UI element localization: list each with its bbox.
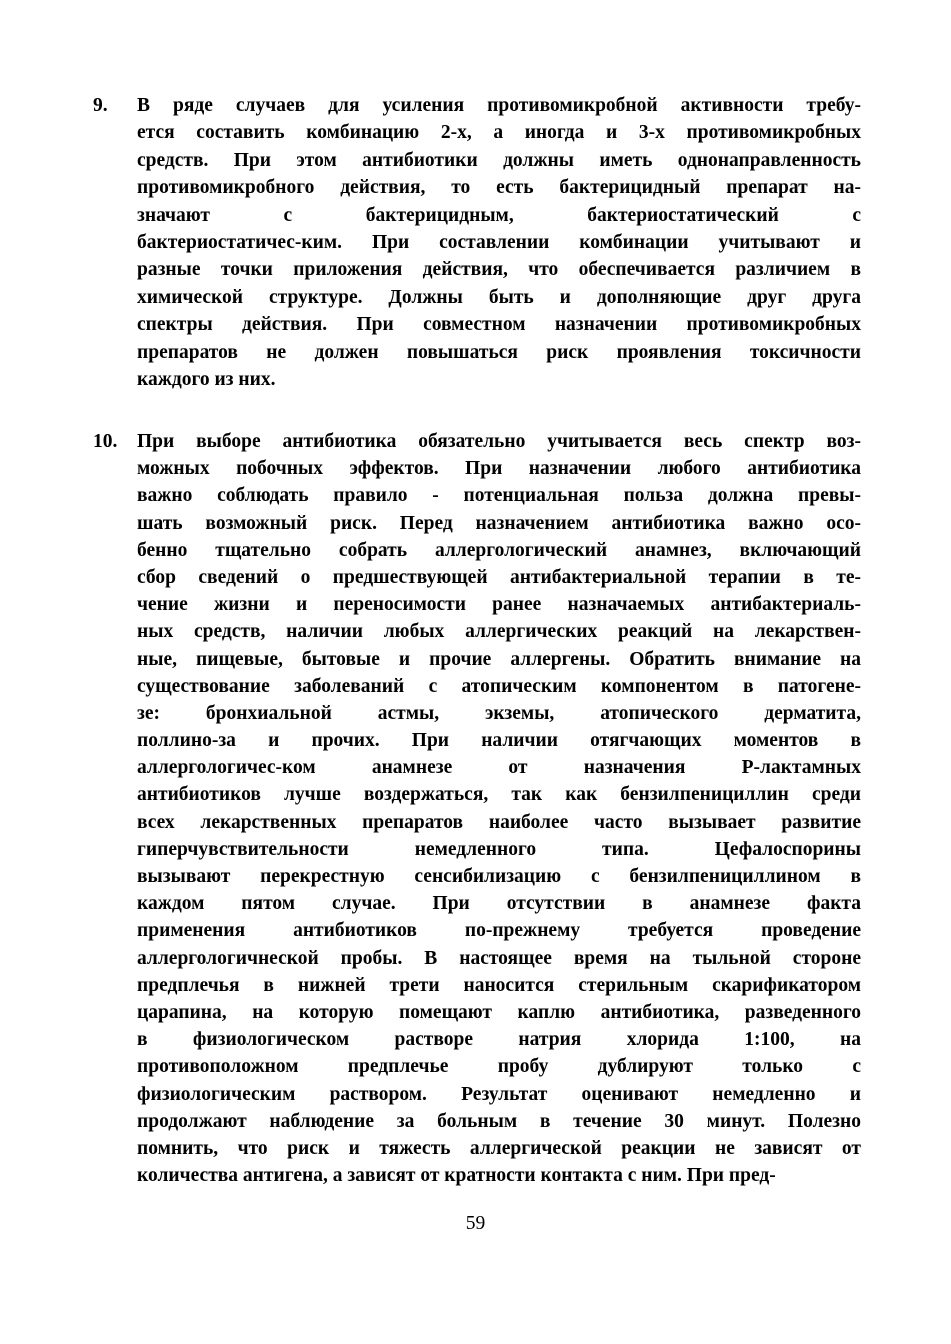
text-line: химической структуре. Должны быть и дополняющие друг друга [137, 286, 861, 308]
text-line: продолжают наблюдение за больным в течение 30 минут. Полезно [137, 1110, 861, 1132]
item-number: 10. [93, 431, 118, 452]
text-line: средств. При этом антибиотики должны иметь однонаправленность [137, 149, 861, 171]
text-line: существование заболеваний с атопическим компонентом в патогене- [137, 675, 861, 697]
text-line: каждом пятом случае. При отсутствии в анамнезе факта [137, 893, 861, 915]
text-line: предплечья в нижней трети наносится стерильным скарификатором [137, 974, 861, 996]
text-line: В ряде случаев для усиления противомикробной активности требу- [137, 95, 861, 116]
text-line: противоположном предплечье пробу дублируют только с [137, 1056, 861, 1078]
item-number: 9. [93, 95, 108, 116]
text-line: чение жизни и переносимости ранее назначаемых антибактериаль- [137, 594, 861, 616]
text-line: спектры действия. При совместном назначении противомикробных [137, 314, 861, 336]
text-line: разные точки приложения действия, что обеспечивается различием в [137, 259, 861, 281]
text-line: царапина, на которую помещают каплю антибиотика, разведенного [137, 1001, 861, 1023]
item-paragraph [137, 428, 861, 1189]
text-line: количества антигена, а зависят от кратности контакта с ним. При пред- [137, 1165, 776, 1187]
text-line: применения антибиотиков по-прежнему требуется проведение [137, 920, 861, 942]
text-line: препаратов не должен повышаться риск проявления токсичности [137, 341, 861, 363]
text-line: бенно тщательно собрать аллергологический анамнез, включающий [137, 539, 861, 561]
text-line: значают с бактерицидным, бактериостатический с [137, 204, 861, 226]
text-line: ется составить комбинацию 2-х, а иногда и 3-х противомикробных [137, 122, 861, 144]
text-line: аллергологичнеской пробы. В настоящее время на тыльной стороне [137, 947, 861, 969]
text-line: шать возможный риск. Перед назначением антибиотика важно осо- [137, 512, 861, 534]
text-line: При выборе антибиотика обязательно учитывается весь спектр воз- [137, 431, 861, 452]
text-line: ных средств, наличии любых аллергических реакций на лекарствен- [137, 621, 861, 643]
text-line: антибиотиков лучше воздержаться, так как бензилпенициллин среди [137, 784, 861, 806]
text-line: противомикробного действия, то есть бактерицидный препарат на- [137, 177, 861, 199]
text-line: всех лекарственных препаратов наиболее часто вызывает развитие [137, 811, 861, 833]
text-line: в физиологическом растворе натрия хлорида 1:100, на [137, 1029, 861, 1051]
text-line: помнить, что риск и тяжесть аллергической реакции не зависят от [137, 1137, 861, 1159]
text-line: можных побочных эффектов. При назначении любого антибиотика [137, 458, 861, 480]
text-line: физиологическим раствором. Результат оценивают немедленно и [137, 1083, 861, 1105]
text-line: поллино-за и прочих. При наличии отягчающих моментов в [137, 730, 861, 752]
text-line: сбор сведений о предшествующей антибактериальной терапии в те- [137, 566, 861, 588]
text-line: аллергологичес-ком анамнезе от назначения Р-лактамных [137, 757, 861, 779]
text-line: бактериостатичес-ким. При составлении комбинации учитывают и [137, 231, 861, 253]
text-line: зе: бронхиальной астмы, экземы, атопического дерматита, [137, 702, 861, 724]
item-paragraph [137, 92, 861, 393]
page-number: 59 [465, 1213, 486, 1234]
text-line: ные, пищевые, бытовые и прочие аллергены. Обратить внимание на [137, 648, 861, 670]
text-line: гиперчувствительности немедленного типа. Цефалоспорины [137, 838, 861, 860]
text-line: важно соблюдать правило - потенциальная польза должна превы- [137, 485, 861, 507]
text-line: вызывают перекрестную сенсибилизацию с бензилпенициллином в [137, 866, 861, 887]
text-line: каждого из них. [137, 368, 276, 390]
